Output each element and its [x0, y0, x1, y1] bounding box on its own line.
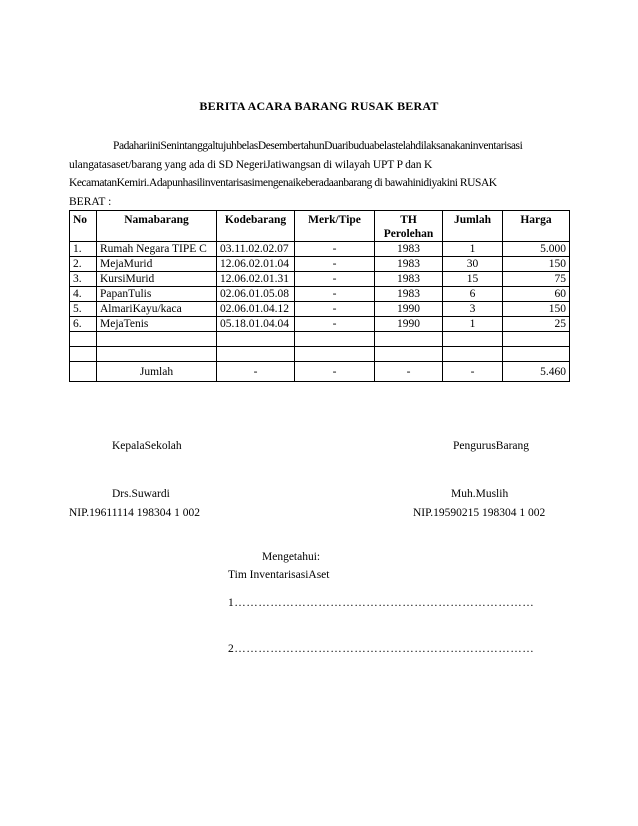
team-member-line-1: 1…………………………………………………………………: [228, 597, 535, 609]
empty-cell: [70, 362, 97, 382]
cell-merk: -: [295, 317, 375, 332]
empty-cell: [443, 332, 503, 347]
cell-no: 1.: [70, 242, 97, 257]
header-th: [375, 211, 443, 242]
empty-cell: [217, 347, 295, 362]
total-th: -: [375, 362, 443, 382]
cell-th: 1983: [375, 242, 443, 257]
table-header-row: [70, 211, 570, 242]
left-signature-name: Drs.Suwardi: [112, 488, 170, 500]
cell-kode: 03.11.02.02.07: [217, 242, 295, 257]
cell-kode: 05.18.01.04.04: [217, 317, 295, 332]
left-signature-nip: NIP.19611114 198304 1 002: [69, 507, 200, 519]
cell-kode: 12.06.02.01.04: [217, 257, 295, 272]
cell-no: 6.: [70, 317, 97, 332]
total-jumlah: -: [443, 362, 503, 382]
table-row: [70, 257, 570, 272]
right-signature-nip: NIP.19590215 198304 1 002: [413, 507, 546, 519]
empty-cell: [97, 332, 217, 347]
paragraph-line-2: ulangatasaset/barang yang ada di SD NegeriJatiwangsan di wilayah UPT P dan K: [69, 158, 433, 171]
cell-kode: 12.06.02.01.31: [217, 272, 295, 287]
total-label: Jumlah: [97, 362, 217, 382]
header-kode: Kodebarang: [217, 211, 295, 242]
cell-jumlah: 1: [443, 242, 503, 257]
cell-jumlah: 1: [443, 317, 503, 332]
paragraph-line-4: BERAT :: [69, 195, 112, 208]
cell-nama: KursiMurid: [97, 272, 217, 287]
header-harga: Harga: [503, 211, 570, 242]
table-row: [70, 272, 570, 287]
cell-jumlah: 30: [443, 257, 503, 272]
empty-cell: [295, 347, 375, 362]
cell-nama: MejaTenis: [97, 317, 217, 332]
table-total-row: [70, 362, 570, 382]
cell-no: 5.: [70, 302, 97, 317]
intro-paragraph: [69, 137, 569, 211]
right-signature-name: Muh.Muslih: [451, 488, 509, 500]
team-member-line-2: 2…………………………………………………………………: [228, 643, 535, 655]
cell-no: 3.: [70, 272, 97, 287]
cell-merk: -: [295, 257, 375, 272]
table-row: [70, 317, 570, 332]
cell-no: 2.: [70, 257, 97, 272]
empty-cell: [503, 347, 570, 362]
cell-harga: 60: [503, 287, 570, 302]
cell-no: 4.: [70, 287, 97, 302]
right-signature-role: PengurusBarang: [453, 440, 530, 452]
left-signature-role: KepalaSekolah: [112, 440, 182, 452]
empty-cell: [375, 332, 443, 347]
cell-nama: Rumah Negara TIPE C: [97, 242, 217, 257]
acknowledged-heading: Mengetahui:: [262, 551, 321, 563]
empty-cell: [503, 332, 570, 347]
cell-merk: -: [295, 287, 375, 302]
cell-th: 1990: [375, 317, 443, 332]
cell-th: 1983: [375, 257, 443, 272]
table-row: [70, 287, 570, 302]
cell-kode: 02.06.01.04.12: [217, 302, 295, 317]
cell-harga: 150: [503, 302, 570, 317]
cell-th: 1983: [375, 287, 443, 302]
empty-cell: [97, 347, 217, 362]
inventory-team-label: Tim InventarisasiAset: [228, 569, 330, 581]
empty-cell: [443, 347, 503, 362]
cell-th: 1990: [375, 302, 443, 317]
cell-nama: PapanTulis: [97, 287, 217, 302]
cell-merk: -: [295, 272, 375, 287]
cell-jumlah: 15: [443, 272, 503, 287]
header-jumlah: Jumlah: [443, 211, 503, 242]
document-title: BERITA ACARA BARANG RUSAK BERAT: [199, 99, 439, 113]
cell-kode: 02.06.01.05.08: [217, 287, 295, 302]
cell-harga: 75: [503, 272, 570, 287]
cell-jumlah: 3: [443, 302, 503, 317]
total-merk: -: [295, 362, 375, 382]
header-th-line1: TH: [400, 214, 417, 226]
table-row: [70, 242, 570, 257]
empty-cell: [295, 332, 375, 347]
paragraph-line-3: KecamatanKemiri.Adapunhasilinventarisasimengenaikeberadaanbarang di bawahinidiyakini RUSAK: [69, 177, 497, 189]
cell-harga: 5.000: [503, 242, 570, 257]
table-row-empty: [70, 332, 570, 347]
table-row: [70, 302, 570, 317]
total-kode: -: [217, 362, 295, 382]
cell-nama: AlmariKayu/kaca: [97, 302, 217, 317]
cell-harga: 25: [503, 317, 570, 332]
cell-harga: 150: [503, 257, 570, 272]
header-merk: Merk/Tipe: [295, 211, 375, 242]
inventory-table: [69, 210, 570, 382]
header-th-line2: Perolehan: [383, 228, 434, 240]
table-row-empty: [70, 347, 570, 362]
cell-merk: -: [295, 242, 375, 257]
cell-merk: -: [295, 302, 375, 317]
cell-jumlah: 6: [443, 287, 503, 302]
header-no: No: [70, 211, 97, 242]
cell-nama: MejaMurid: [97, 257, 217, 272]
total-harga: 5.460: [503, 362, 570, 382]
cell-th: 1983: [375, 272, 443, 287]
empty-cell: [217, 332, 295, 347]
paragraph-line-1: PadahariiniSenintanggaltujuhbelasDesembertahunDuaribuduabelastelahdilaksanakaninventarisasi: [113, 140, 523, 152]
empty-cell: [70, 332, 97, 347]
empty-cell: [70, 347, 97, 362]
header-nama: Namabarang: [97, 211, 217, 242]
empty-cell: [375, 347, 443, 362]
